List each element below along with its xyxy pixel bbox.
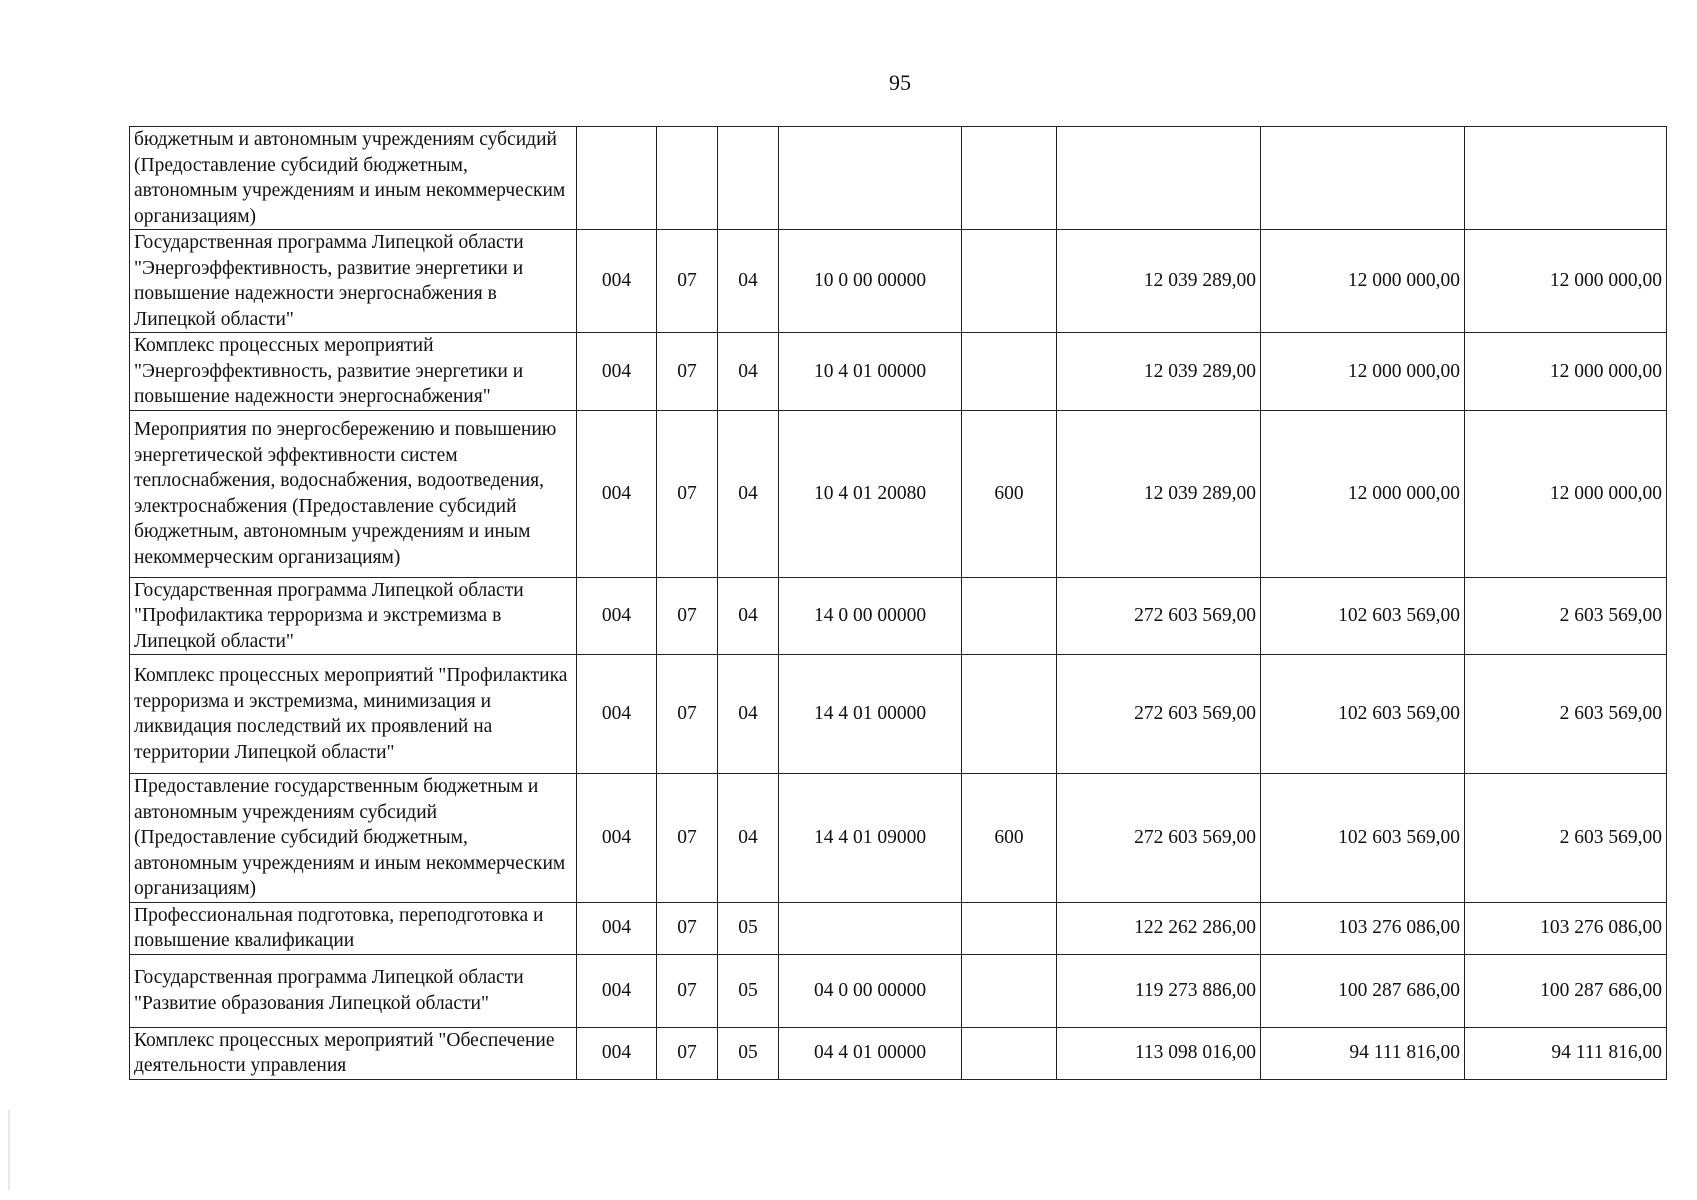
row-amount-year2-cell: 12 000 000,00 — [1261, 230, 1465, 333]
row-section-code-cell: 07 — [657, 230, 718, 333]
row-amount-year3-cell: 12 000 000,00 — [1465, 410, 1667, 577]
row-section-code-cell: 07 — [657, 410, 718, 577]
row-target-article-cell: 14 4 01 00000 — [779, 655, 962, 774]
row-section-code-cell: 07 — [657, 655, 718, 774]
row-ved-code-cell: 004 — [577, 577, 657, 655]
row-target-article-cell — [779, 127, 962, 230]
row-expense-type-cell — [962, 902, 1057, 954]
row-amount-year2-cell: 102 603 569,00 — [1261, 655, 1465, 774]
row-expense-type-cell: 600 — [962, 774, 1057, 903]
row-name-cell: Государственная программа Липецкой области "Профилактика терроризма и экстремизма в Липецкой области" — [130, 577, 577, 655]
row-section-code-cell: 07 — [657, 902, 718, 954]
row-expense-type-cell — [962, 333, 1057, 411]
row-target-article-cell: 10 4 01 00000 — [779, 333, 962, 411]
row-target-article-cell — [779, 902, 962, 954]
row-expense-type-cell — [962, 230, 1057, 333]
row-section-code-cell: 07 — [657, 1027, 718, 1079]
row-name-cell: Комплекс процессных мероприятий "Энергоэффективность, развитие энергетики и повышение надежности энергоснабжения" — [130, 333, 577, 411]
row-subsection-code-cell: 05 — [718, 1027, 779, 1079]
row-amount-year2-cell: 12 000 000,00 — [1261, 410, 1465, 577]
row-section-code-cell: 07 — [657, 774, 718, 903]
row-amount-year2-cell: 102 603 569,00 — [1261, 774, 1465, 903]
row-amount-year2-cell — [1261, 127, 1465, 230]
row-amount-year1-cell: 12 039 289,00 — [1057, 230, 1261, 333]
row-subsection-code-cell: 04 — [718, 655, 779, 774]
row-name-cell: Комплекс процессных мероприятий "Обеспечение деятельности управления — [130, 1027, 577, 1079]
row-amount-year3-cell: 2 603 569,00 — [1465, 577, 1667, 655]
row-subsection-code-cell — [718, 127, 779, 230]
row-section-code-cell: 07 — [657, 577, 718, 655]
row-target-article-cell: 04 4 01 00000 — [779, 1027, 962, 1079]
row-amount-year2-cell: 102 603 569,00 — [1261, 577, 1465, 655]
table-row — [130, 954, 1667, 1027]
row-target-article-cell: 14 4 01 09000 — [779, 774, 962, 903]
row-amount-year3-cell: 2 603 569,00 — [1465, 655, 1667, 774]
row-ved-code-cell: 004 — [577, 230, 657, 333]
row-subsection-code-cell: 05 — [718, 954, 779, 1027]
row-name-cell: Предоставление государственным бюджетным и автономным учреждениям субсидий (Предоставление субсидий бюджетным, автономным учреждениям и иным некоммерческим организациям) — [130, 774, 577, 903]
row-ved-code-cell: 004 — [577, 954, 657, 1027]
row-subsection-code-cell: 04 — [718, 333, 779, 411]
row-expense-type-cell: 600 — [962, 410, 1057, 577]
table-row — [130, 902, 1667, 954]
row-section-code-cell: 07 — [657, 333, 718, 411]
table-row — [130, 410, 1667, 577]
table-row — [130, 333, 1667, 411]
row-amount-year2-cell: 94 111 816,00 — [1261, 1027, 1465, 1079]
table-row — [130, 774, 1667, 903]
row-name-cell: Мероприятия по энергосбережению и повышению энергетической эффективности систем теплоснабжения, водоснабжения, водоотведения, электроснабжения (Предоставление субсидий бюджетным, автономным учреждениям и иным некоммерческим организациям) — [130, 410, 577, 577]
row-target-article-cell: 10 0 00 00000 — [779, 230, 962, 333]
row-amount-year1-cell: 272 603 569,00 — [1057, 774, 1261, 903]
row-amount-year3-cell: 94 111 816,00 — [1465, 1027, 1667, 1079]
table-row — [130, 577, 1667, 655]
row-amount-year2-cell: 103 276 086,00 — [1261, 902, 1465, 954]
row-amount-year1-cell: 272 603 569,00 — [1057, 655, 1261, 774]
scan-seam — [8, 1110, 10, 1190]
row-amount-year2-cell: 100 287 686,00 — [1261, 954, 1465, 1027]
row-expense-type-cell — [962, 127, 1057, 230]
row-subsection-code-cell: 04 — [718, 410, 779, 577]
row-target-article-cell: 14 0 00 00000 — [779, 577, 962, 655]
row-expense-type-cell — [962, 1027, 1057, 1079]
row-expense-type-cell — [962, 577, 1057, 655]
row-subsection-code-cell: 05 — [718, 902, 779, 954]
row-name-cell: Профессиональная подготовка, переподготовка и повышение квалификации — [130, 902, 577, 954]
row-section-code-cell — [657, 127, 718, 230]
table-row — [130, 655, 1667, 774]
row-amount-year1-cell: 113 098 016,00 — [1057, 1027, 1261, 1079]
row-amount-year1-cell: 272 603 569,00 — [1057, 577, 1261, 655]
page-number: 95 — [889, 70, 911, 95]
row-target-article-cell: 04 0 00 00000 — [779, 954, 962, 1027]
budget-table — [129, 126, 1667, 1080]
row-name-cell: Комплекс процессных мероприятий "Профилактика терроризма и экстремизма, минимизация и ликвидация последствий их проявлений на территории Липецкой области" — [130, 655, 577, 774]
row-expense-type-cell — [962, 655, 1057, 774]
row-subsection-code-cell: 04 — [718, 230, 779, 333]
row-amount-year3-cell: 2 603 569,00 — [1465, 774, 1667, 903]
row-amount-year3-cell: 12 000 000,00 — [1465, 230, 1667, 333]
row-ved-code-cell: 004 — [577, 902, 657, 954]
row-amount-year1-cell: 119 273 886,00 — [1057, 954, 1261, 1027]
table-row — [130, 127, 1667, 230]
table-row — [130, 230, 1667, 333]
row-name-cell: бюджетным и автономным учреждениям субсидий (Предоставление субсидий бюджетным, автономным учреждениям и иным некоммерческим организациям) — [130, 127, 577, 230]
row-amount-year3-cell: 103 276 086,00 — [1465, 902, 1667, 954]
row-amount-year2-cell: 12 000 000,00 — [1261, 333, 1465, 411]
row-ved-code-cell — [577, 127, 657, 230]
row-name-cell: Государственная программа Липецкой области "Энергоэффективность, развитие энергетики и повышение надежности энергоснабжения в Липецкой области" — [130, 230, 577, 333]
row-expense-type-cell — [962, 954, 1057, 1027]
row-amount-year1-cell — [1057, 127, 1261, 230]
row-amount-year3-cell — [1465, 127, 1667, 230]
row-ved-code-cell: 004 — [577, 774, 657, 903]
row-ved-code-cell: 004 — [577, 333, 657, 411]
row-ved-code-cell: 004 — [577, 1027, 657, 1079]
row-ved-code-cell: 004 — [577, 410, 657, 577]
row-ved-code-cell: 004 — [577, 655, 657, 774]
row-amount-year3-cell: 12 000 000,00 — [1465, 333, 1667, 411]
row-name-cell: Государственная программа Липецкой области "Развитие образования Липецкой области" — [130, 954, 577, 1027]
row-subsection-code-cell: 04 — [718, 577, 779, 655]
row-subsection-code-cell: 04 — [718, 774, 779, 903]
row-section-code-cell: 07 — [657, 954, 718, 1027]
row-amount-year3-cell: 100 287 686,00 — [1465, 954, 1667, 1027]
row-amount-year1-cell: 12 039 289,00 — [1057, 410, 1261, 577]
table-row — [130, 1027, 1667, 1079]
row-amount-year1-cell: 122 262 286,00 — [1057, 902, 1261, 954]
row-amount-year1-cell: 12 039 289,00 — [1057, 333, 1261, 411]
row-target-article-cell: 10 4 01 20080 — [779, 410, 962, 577]
